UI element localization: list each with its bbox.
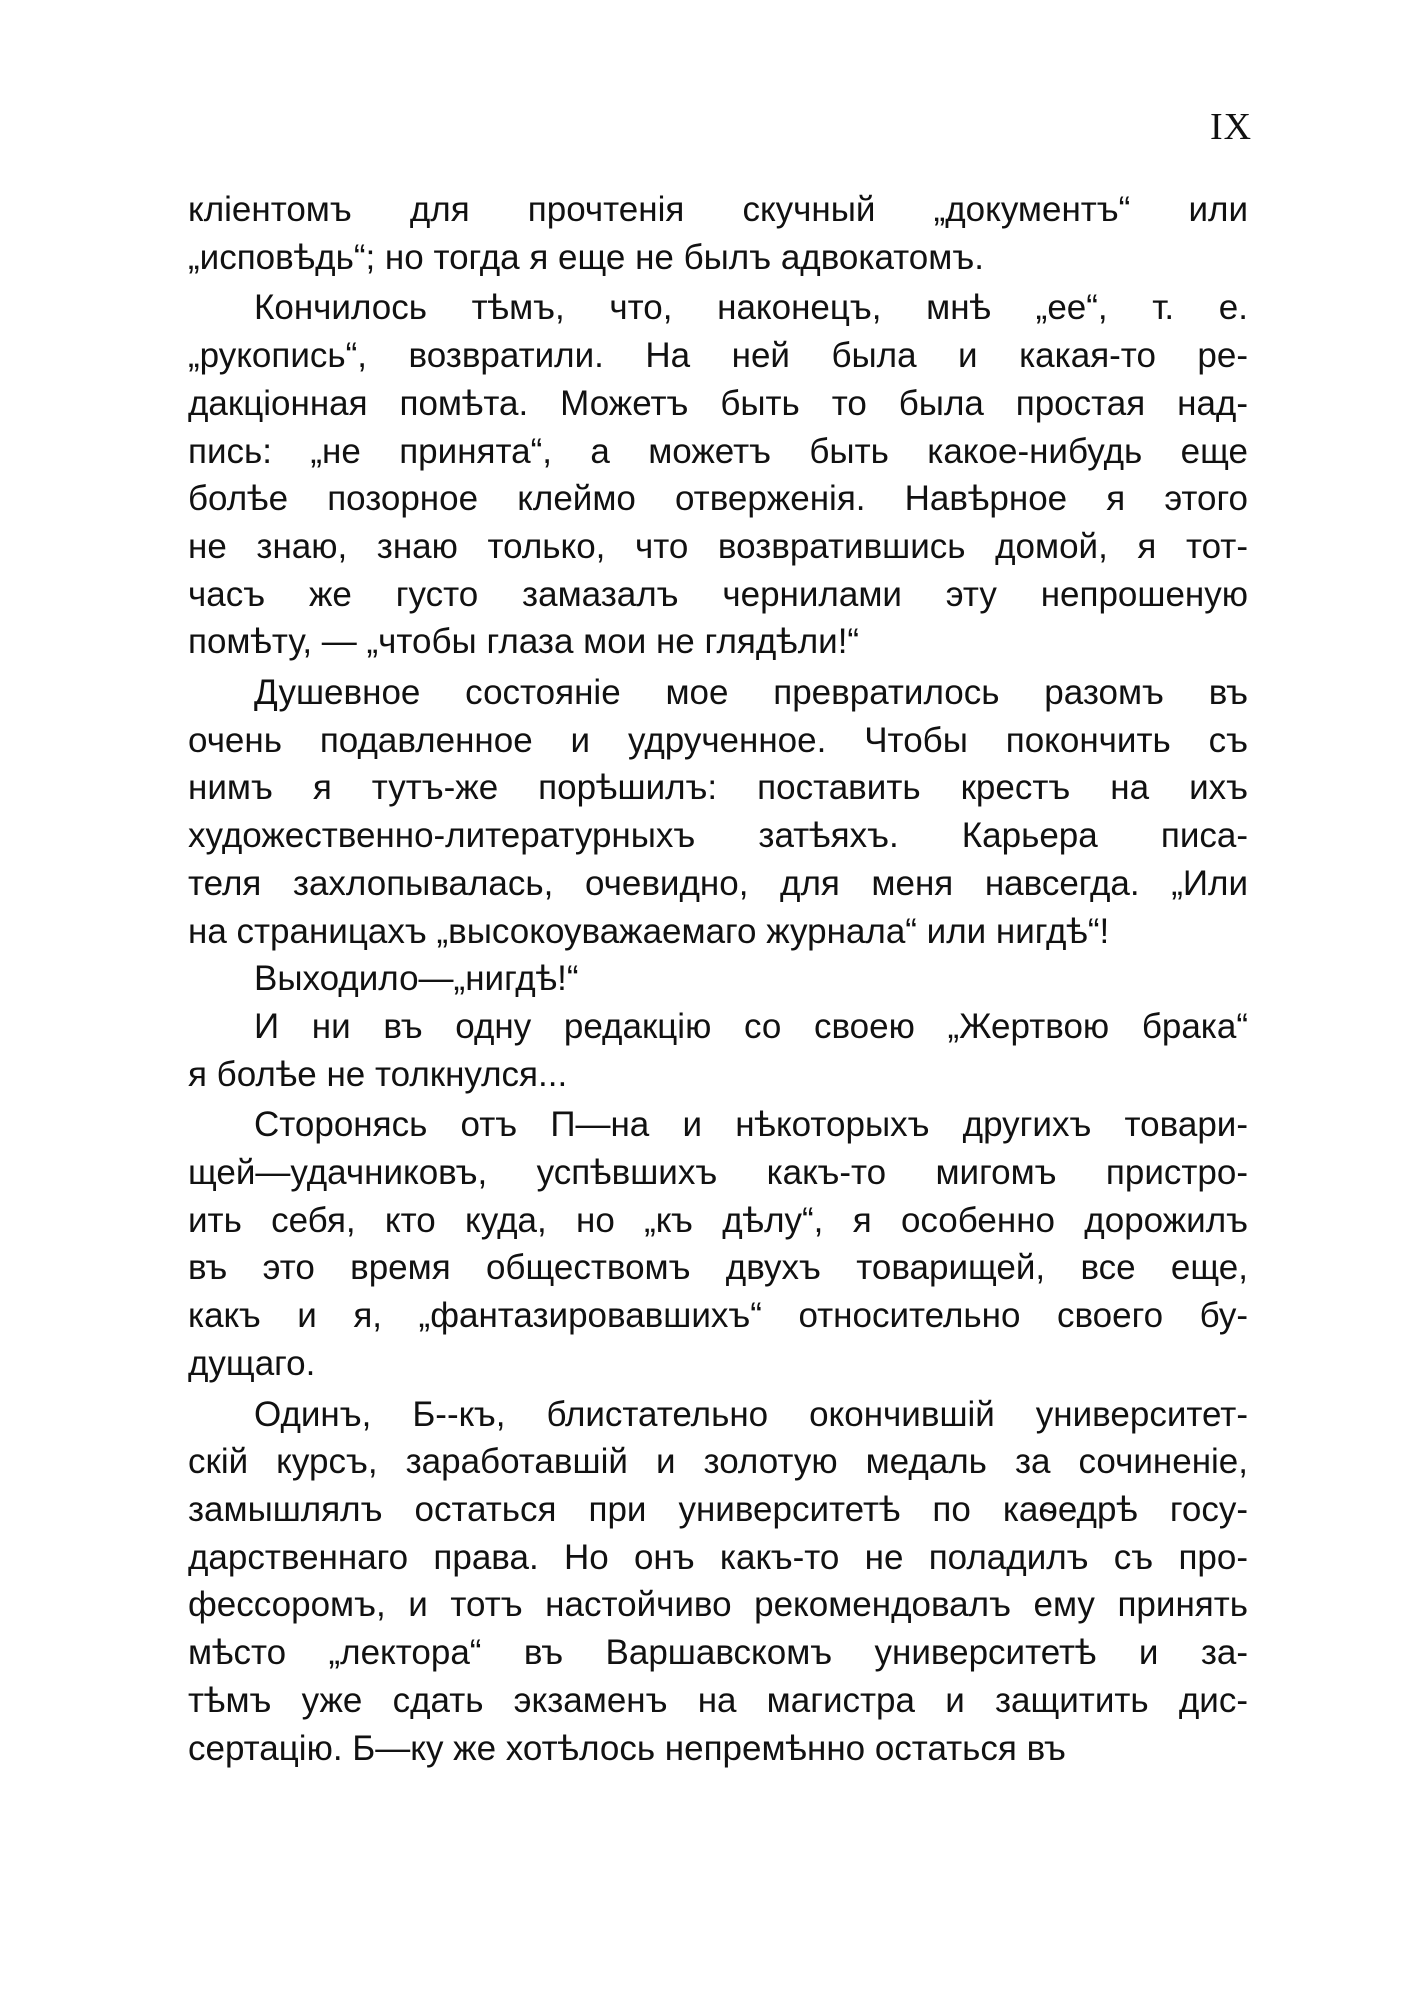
text-line: скій курсъ, заработавшій и золотую медаль за сочиненіе, (188, 1442, 1248, 1482)
text-line: тѣмъ уже сдать экзаменъ на магистра и защитить дис- (188, 1680, 1248, 1720)
text-line: очень подавленное и удрученное. Чтобы покончить съ (188, 720, 1248, 760)
paragraph (188, 186, 1248, 281)
text-line: не знаю, знаю только, что возвратившись домой, я тот- (188, 526, 1248, 566)
paragraph (188, 1391, 1248, 1773)
text-line: какъ и я, „фантазировавшихъ“ относительно своего бу- (188, 1296, 1248, 1336)
paragraph (188, 1101, 1248, 1387)
body-text (188, 186, 1248, 1772)
text-line: дакціонная помѣта. Можетъ быть то была простая над- (188, 383, 1248, 423)
text-line: мѣсто „лектора“ въ Варшавскомъ университетѣ и за- (188, 1633, 1248, 1673)
text-line: помѣту, — „чтобы глаза мои не глядѣли!“ (188, 622, 860, 662)
text-line: болѣе позорное клеймо отверженія. Навѣрное я этого (188, 479, 1248, 519)
text-line: теля захлопывалась, очевидно, для меня навсегда. „Или (188, 863, 1248, 903)
text-line: Душевное состояніе мое превратилось разомъ въ (254, 673, 1248, 713)
paragraph (188, 1003, 1248, 1098)
text-line: ить себя, кто куда, но „къ дѣлу“, я особенно дорожилъ (188, 1200, 1248, 1240)
text-line: И ни въ одну редакцію со своею „Жертвою брака“ (254, 1006, 1248, 1046)
text-line: нимъ я тутъ-же порѣшилъ: поставить крестъ на ихъ (188, 768, 1248, 808)
text-line: художественно-литературныхъ затѣяхъ. Карьера писа- (188, 816, 1248, 856)
text-line: сертацію. Б—ку же хотѣлось непремѣнно остаться въ (188, 1728, 1066, 1768)
paragraph (188, 669, 1248, 955)
text-line: часъ же густо замазалъ чернилами эту непрошеную (188, 574, 1248, 614)
text-line: „рукопись“, возвратили. На ней была и какая-то ре- (188, 336, 1248, 376)
text-line: Кончилось тѣмъ, что, наконецъ, мнѣ „ее“, т. е. (254, 288, 1248, 328)
text-line: фессоромъ, и тотъ настойчиво рекомендовалъ ему принять (188, 1585, 1248, 1625)
text-line: Одинъ, Б--къ, блистательно окончившій университет- (254, 1394, 1248, 1434)
text-line: дущаго. (188, 1343, 316, 1383)
paragraph (188, 955, 1248, 1003)
text-line: на страницахъ „высокоуважаемаго журнала“ или нигдѣ“! (188, 911, 1110, 951)
text-line: я болѣе не толкнулся... (188, 1054, 568, 1094)
text-line: щей—удачниковъ, успѣвшихъ какъ-то мигомъ пристро- (188, 1153, 1248, 1193)
text-line: „исповѣдь“; но тогда я еще не былъ адвокатомъ. (188, 237, 984, 277)
paragraph (188, 284, 1248, 666)
text-line: пись: „не принята“, а можетъ быть какое-нибудь еще (188, 431, 1248, 471)
text-line: Выходило—„нигдѣ!“ (254, 959, 579, 999)
text-line: замышлялъ остаться при университетѣ по каѳедрѣ госу- (188, 1489, 1248, 1529)
text-line: кліентомъ для прочтенія скучный „документъ“ или (188, 190, 1248, 229)
text-line: Сторонясь отъ П—на и нѣкоторыхъ другихъ товари- (254, 1105, 1248, 1145)
text-line: въ это время обществомъ двухъ товарищей, все еще, (188, 1248, 1248, 1288)
text-line: дарственнаго права. Но онъ какъ-то не поладилъ съ про- (188, 1537, 1248, 1577)
page-number: IX (1210, 106, 1253, 148)
